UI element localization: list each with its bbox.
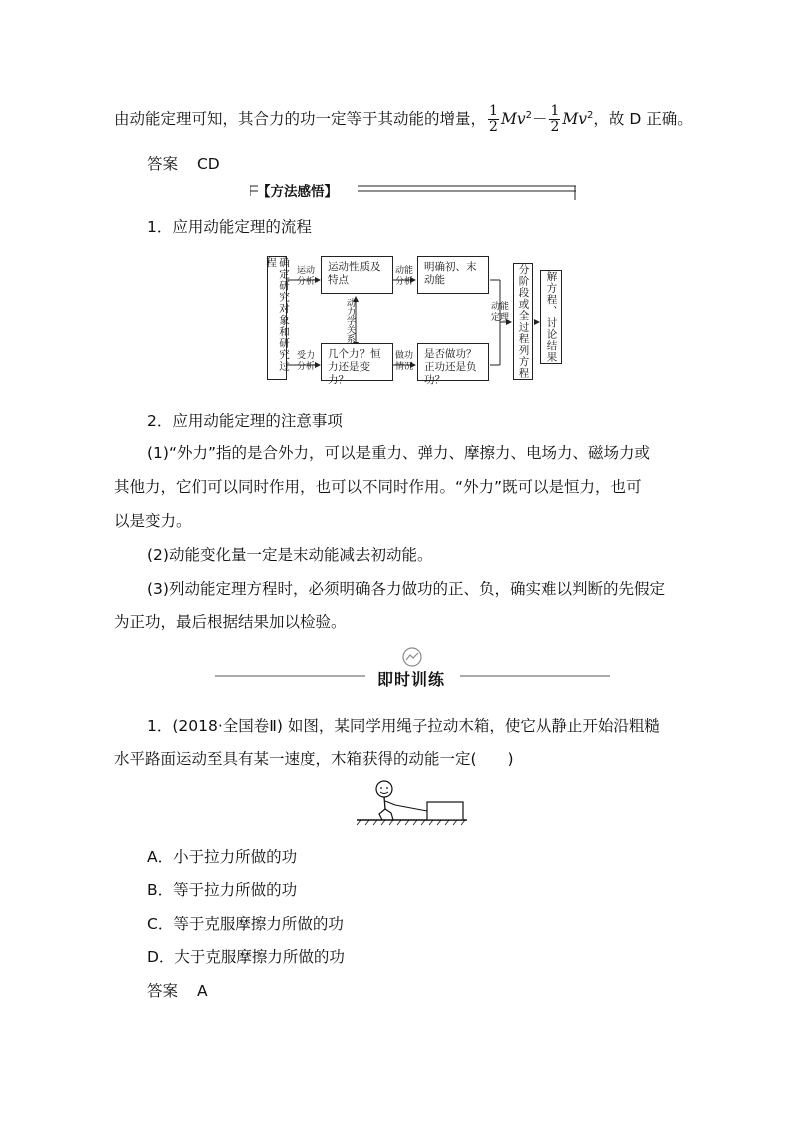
note-line-1: (1)“外力”指的是合外力，可以是重力、弹力、摩擦力、电场力、磁场力或 xyxy=(147,444,651,462)
fraction-half-2: $\frac{1}{2}$ xyxy=(550,103,560,135)
answer-2 xyxy=(147,979,208,1001)
note-line-2: 其他力，它们可以同时作用，也可以不同时作用。“外力”既可以是恒力，也可 xyxy=(114,478,642,496)
answer-label-2: 答案 xyxy=(147,982,179,1000)
note-line-5: (3)列动能定理方程时，必须明确各力做功的正、负，确实难以判断的先假定 xyxy=(147,580,665,598)
answer-value: CD xyxy=(196,155,220,173)
motion-box: 运动性质及特点 xyxy=(321,256,393,294)
option-b: B．等于拉力所做的功 xyxy=(147,881,298,899)
note-line-4: (2)动能变化量一定是末动能减去初动能。 xyxy=(147,546,433,564)
intro-text: 由动能定理可知，其合力的功一定等于其动能的增量， xyxy=(114,110,487,128)
kinetic-analysis-label: 动能分析 xyxy=(394,266,413,287)
answer-value-2: A xyxy=(196,982,208,1000)
method-item-2: 2．应用动能定理的注意事项 xyxy=(147,412,343,430)
method-item-1: 1．应用动能定理的流程 xyxy=(147,218,312,236)
answer-1 xyxy=(147,152,220,174)
method-title: 【方法感悟】 xyxy=(257,184,338,200)
answer-label: 答案 xyxy=(147,155,179,173)
work-box: 是否做功？正功还是负功？ xyxy=(417,343,489,381)
theorem-label: 动能定理 xyxy=(490,302,509,323)
question-line-1: 1．(2018·全国卷Ⅱ) 如图，某同学用绳子拉动木箱，使它从静止开始沿粗糙 xyxy=(147,717,660,735)
pulling-box-figure xyxy=(355,778,470,826)
motion-analysis-label: 运动分析 xyxy=(296,266,315,287)
solve-box: 解方程、讨论结果 xyxy=(540,270,562,364)
option-c: C．等于克服摩擦力所做的功 xyxy=(147,915,344,933)
option-a: A．小于拉力所做的功 xyxy=(147,848,298,866)
fraction-half-1: $\frac{1}{2}$ xyxy=(489,103,498,135)
work-situation-label: 做功情况 xyxy=(394,351,413,372)
kinetic-box: 明确初、末动能 xyxy=(417,256,489,294)
force-box: 几个力？恒力还是变力？ xyxy=(321,343,393,381)
practice-title: 即时训练 xyxy=(377,670,446,689)
flow-start-box: 确定研究对象和研究过程 xyxy=(267,256,287,380)
intro-line: 由动能定理可知，其合力的功一定等于其动能的增量， $\frac{1}{2}$ $Mv^2-$ $\frac{1}{2}$ Mv$^2$，故 D 正确。 xyxy=(114,103,693,135)
note-line-6: 为正功，最后根据结果加以检验。 xyxy=(114,613,347,631)
option-d: D．大于克服摩擦力所做的功 xyxy=(147,948,345,966)
question-line-2: 水平路面运动至具有某一速度，木箱获得的动能一定( ) xyxy=(114,750,514,768)
force-analysis-label: 受力分析 xyxy=(296,351,315,372)
note-line-3: 以是变力。 xyxy=(114,512,192,530)
dynamics-label: 动力学关系 xyxy=(345,298,355,343)
stage-equation-box: 分阶段或全过程列方程 xyxy=(513,263,533,380)
